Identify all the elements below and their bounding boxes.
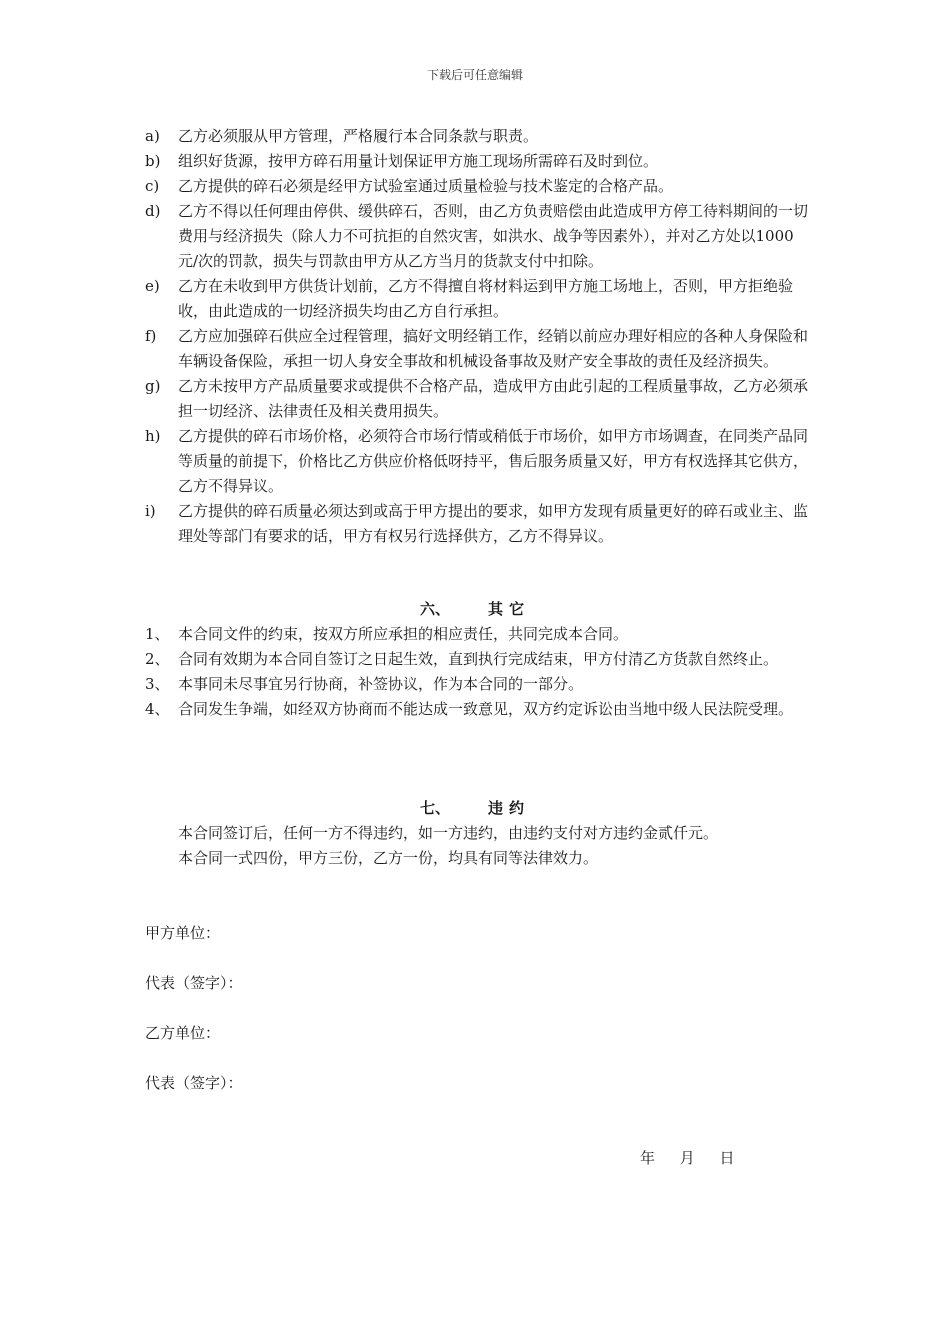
list-item: [145, 199, 813, 274]
item-marker: f): [145, 327, 157, 345]
list-item: [145, 124, 813, 149]
item-marker: i): [145, 502, 156, 520]
item-marker: d): [145, 202, 161, 220]
breach-paragraph: 本合同签订后，任何一方不得违约，如一方违约，由违约支付对方违约金贰仟元。: [178, 824, 719, 842]
list-item: [145, 622, 813, 647]
page-header-note: 下载后可任意编辑: [426, 68, 523, 82]
section-number: 七、: [419, 799, 450, 817]
date-line: 年 月 日: [640, 1149, 735, 1167]
list-item: [145, 274, 813, 324]
item-marker: 3、: [145, 675, 170, 693]
item-text: 组织好货源，按甲方碎石用量计划保证甲方施工现场所需碎石及时到位。: [178, 152, 659, 170]
item-marker: 4、: [145, 700, 170, 718]
party-b-unit-label: 乙方单位：: [145, 1024, 221, 1042]
list-item: [145, 149, 813, 174]
item-marker: a): [145, 127, 160, 145]
item-marker: c): [145, 177, 160, 195]
item-text: 合同有效期为本合同自签订之日起生效，直到执行完成结束，甲方付清乙方货款自然终止。: [178, 650, 779, 668]
item-text: 合同发生争端，如经双方协商而不能达成一致意见，双方约定诉讼由当地中级人民法院受理。: [178, 700, 794, 718]
section-title: 违约: [488, 799, 531, 817]
list-item: [145, 174, 813, 199]
item-text: 乙方应加强碎石供应全过程管理，搞好文明经销工作，经销以前应办理好相应的各种人身保险和车辆设备保险，承担一切人身安全事故和机械设备事故及财产安全事故的责任及经济损失。: [178, 327, 809, 370]
party-b-rep-label: 代表（签字）：: [145, 1074, 243, 1092]
list-item: [145, 647, 813, 672]
item-marker: 2、: [145, 650, 170, 668]
item-text: 乙方提供的碎石质量必须达到或高于甲方提出的要求，如甲方发现有质量更好的碎石或业主、监理处等部门有要求的话，甲方有权另行选择供方，乙方不得异议。: [178, 502, 809, 545]
item-marker: b): [145, 152, 161, 170]
section-heading-other: [0, 597, 950, 622]
list-item: [145, 499, 813, 549]
list-item: [145, 424, 813, 499]
list-item: [145, 697, 813, 722]
item-text: 乙方未按甲方产品质量要求或提供不合格产品，造成甲方由此引起的工程质量事故，乙方必须承担一切经济、法律责任及相关费用损失。: [178, 377, 809, 420]
obligations-list: [145, 124, 813, 549]
item-text: 本合同文件的约束，按双方所应承担的相应责任，共同完成本合同。: [178, 625, 629, 643]
item-text: 本事同未尽事宜另行协商，补签协议，作为本合同的一部分。: [178, 675, 584, 693]
section-number: 六、: [419, 600, 450, 618]
item-marker: e): [145, 277, 160, 295]
list-item: [145, 374, 813, 424]
section-heading-breach: [0, 796, 950, 821]
item-marker: g): [145, 377, 161, 395]
copies-paragraph: 本合同一式四份，甲方三份，乙方一份，均具有同等法律效力。: [178, 849, 599, 867]
item-text: 乙方在未收到甲方供货计划前，乙方不得擅自将材料运到甲方施工场地上，否则，甲方拒绝验收，由此造成的一切经济损失均由乙方自行承担。: [178, 277, 794, 320]
party-a-unit-label: 甲方单位：: [145, 924, 221, 942]
item-text: 乙方提供的碎石必须是经甲方试验室通过质量检验与技术鉴定的合格产品。: [178, 177, 674, 195]
item-text: 乙方不得以任何理由停供、缓供碎石，否则，由乙方负责赔偿由此造成甲方停工待料期间的一切费用与经济损失（除人力不可抗拒的自然灾害，如洪水、战争等因素外），并对乙方处以1000元/次的罚款，损失与罚款由甲方从乙方当月的货款支付中扣除。: [178, 202, 809, 270]
other-terms-list: [145, 622, 813, 722]
item-text: 乙方提供的碎石市场价格，必须符合市场行情或稍低于市场价，如甲方市场调查，在同类产品同等质量的前提下，价格比乙方供应价格低呀持平，售后服务质量又好，甲方有权选择其它供方，乙方不得异议。: [178, 427, 809, 495]
section-title: 其它: [488, 600, 531, 618]
list-item: [145, 672, 813, 697]
item-marker: h): [145, 427, 161, 445]
party-a-rep-label: 代表（签字）：: [145, 974, 243, 992]
list-item: [145, 324, 813, 374]
item-marker: 1、: [145, 625, 170, 643]
item-text: 乙方必须服从甲方管理，严格履行本合同条款与职责。: [178, 127, 539, 145]
